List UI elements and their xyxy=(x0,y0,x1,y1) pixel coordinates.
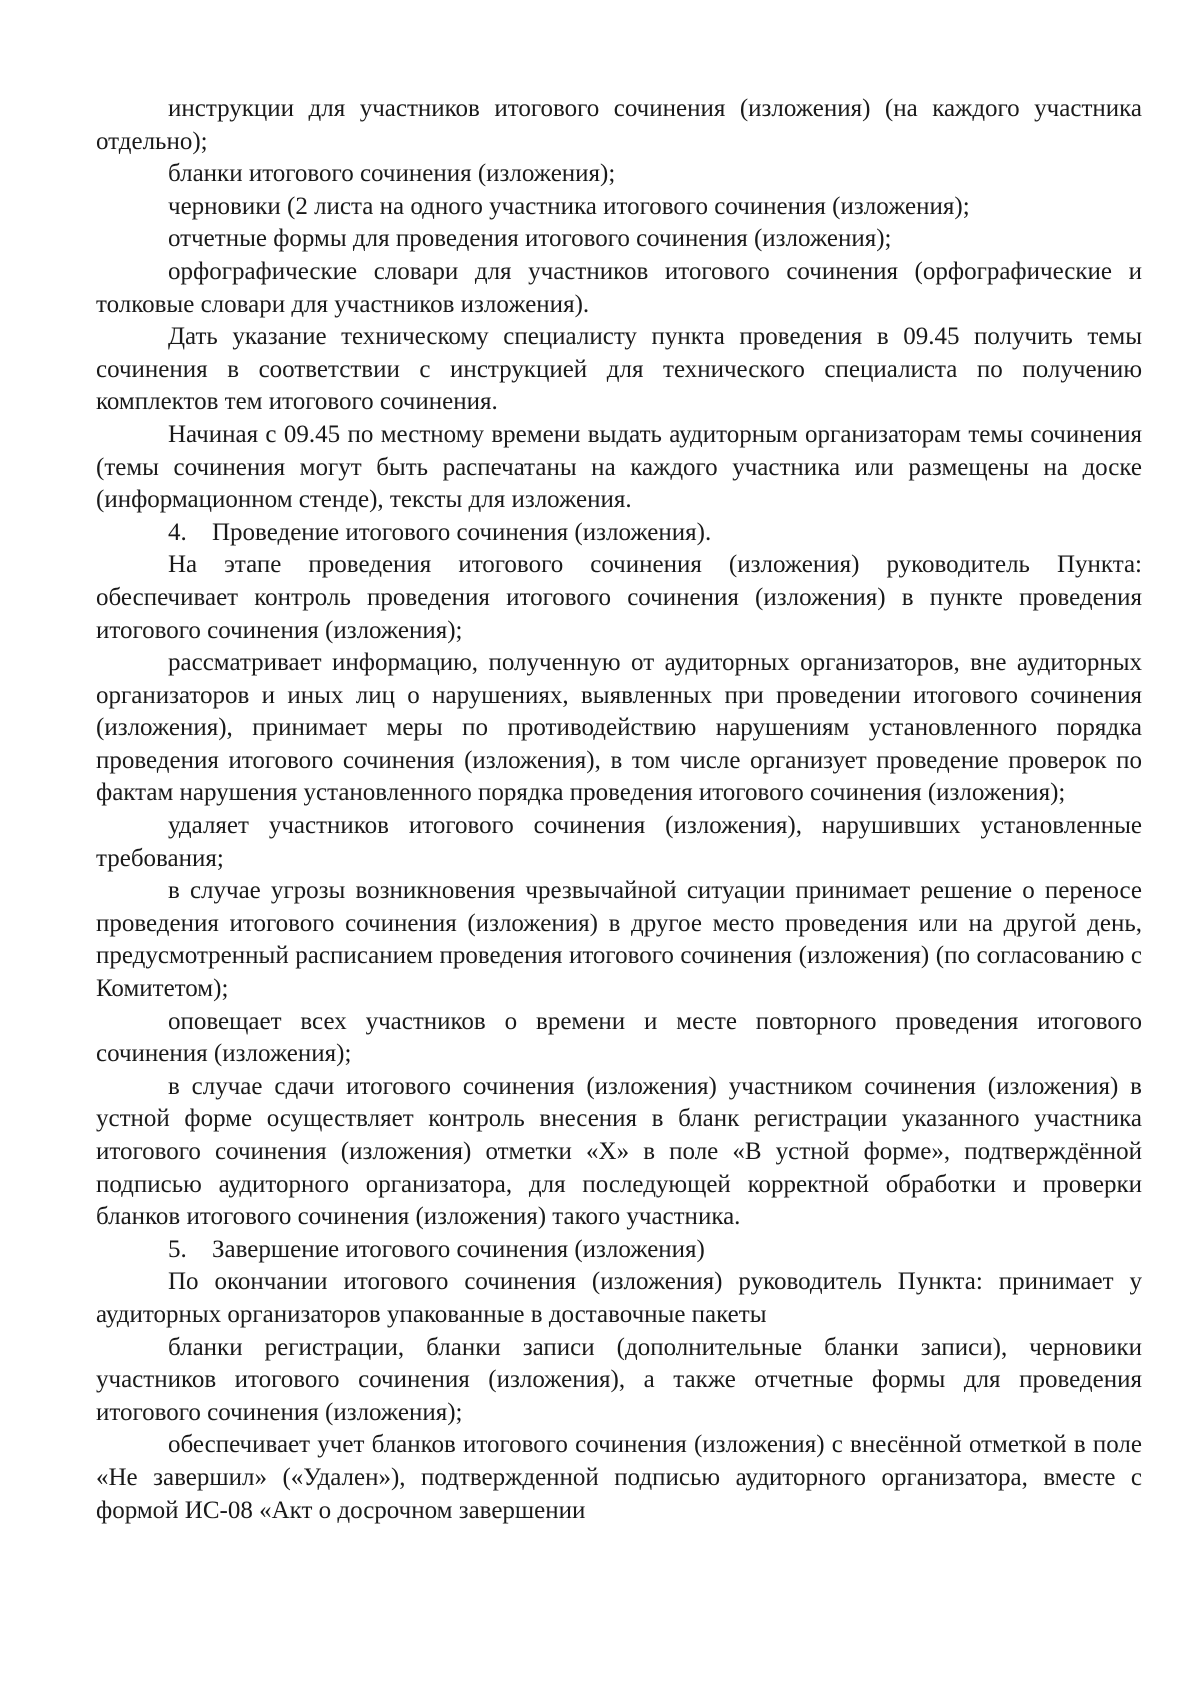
paragraph-text: На этапе проведения итогового сочинения (изложения) руководитель Пункта: обеспечивает контроль проведения итогового сочинения (изложения) в пункте проведения итогового сочинения (изложения); xyxy=(96,551,1142,644)
paragraph-text: бланки итогового сочинения (изложения); xyxy=(168,160,616,188)
paragraph-text: черновики (2 листа на одного участника итогового сочинения (изложения); xyxy=(168,192,970,220)
section-title: Проведение итогового сочинения (изложения). xyxy=(212,518,712,546)
section-number: 4. xyxy=(168,518,187,546)
paragraph-emergency xyxy=(96,875,1142,1005)
paragraph-text: обеспечивает учет бланков итогового сочинения (изложения) с внесённой отметкой в поле «Не завершил» («Удален»), подтвержденной подписью аудиторного организатора, вместе с формой ИС-08 «Акт о досрочном завершении xyxy=(96,1431,1142,1524)
paragraph-removal xyxy=(96,810,1142,875)
paragraph-report-forms xyxy=(96,223,1142,256)
paragraph-text: удаляет участников итогового сочинения (изложения), нарушивших установленные требования; xyxy=(96,812,1142,872)
paragraph-accounting xyxy=(96,1429,1142,1527)
paragraph-dictionaries xyxy=(96,256,1142,321)
paragraph-blanks xyxy=(96,158,1142,191)
paragraph-text: Дать указание техническому специалисту пункта проведения в 09.45 получить темы сочинения в соответствии с инструкцией для технического специалиста по получению комплектов тем итогового сочинения. xyxy=(96,323,1142,416)
paragraph-text: инструкции для участников итогового сочинения (изложения) (на каждого участника отдельно); xyxy=(96,95,1142,155)
paragraph-text: отчетные формы для проведения итогового сочинения (изложения); xyxy=(168,225,892,253)
section-heading-5 xyxy=(96,1234,1142,1267)
paragraph-notify xyxy=(96,1006,1142,1071)
paragraph-registration-blanks xyxy=(96,1332,1142,1430)
section-number: 5. xyxy=(168,1235,187,1263)
section-heading-4 xyxy=(96,517,1142,550)
paragraph-text: Начиная с 09.45 по местному времени выдать аудиторным организаторам темы сочинения (темы сочинения могут быть распечатаны на каждого участника или размещены на доске (информационном стенде), тексты для изложения. xyxy=(96,420,1142,514)
paragraph-text: бланки регистрации, бланки записи (дополнительные бланки записи), черновики участников итогового сочинения (изложения), а также отчетные формы для проведения итогового сочинения (изложения); xyxy=(96,1333,1142,1426)
paragraph-text: в случае сдачи итогового сочинения (изложения) участником сочинения (изложения) в устной форме осуществляет контроль внесения в бланк регистрации указанного участника итогового сочинения (изложения) отметки «Х» в поле «В устной форме», подтверждённой подписью аудиторного организатора, для последующей корректной обработки и проверки бланков итогового сочинения (изложения) такого участника. xyxy=(96,1072,1142,1231)
document-page xyxy=(96,93,1142,1527)
paragraph-violations xyxy=(96,647,1142,810)
paragraph-tech-specialist xyxy=(96,321,1142,419)
paragraph-oral-form xyxy=(96,1071,1142,1234)
paragraph-drafts xyxy=(96,191,1142,224)
paragraph-text: рассматривает информацию, полученную от аудиторных организаторов, вне аудиторных организаторов и иных лиц о нарушениях, выявленных при проведении итогового сочинения (изложения), принимает меры по противодействию нарушениям установленного порядка проведения итогового сочинения (изложения), в том числе организует проведение проверок по фактам нарушения установленного порядка проведения итогового сочинения (изложения); xyxy=(96,649,1142,807)
paragraph-text: орфографические словари для участников итогового сочинения (орфографические и толковые словари для участников изложения). xyxy=(96,257,1142,318)
paragraph-completion xyxy=(96,1266,1142,1331)
paragraph-control xyxy=(96,549,1142,647)
paragraph-issue-topics xyxy=(96,419,1142,517)
paragraph-text: По окончании итогового сочинения (изложения) руководитель Пункта: принимает у аудиторных организаторов упакованные в доставочные пакеты xyxy=(96,1268,1142,1328)
section-title: Завершение итогового сочинения (изложения) xyxy=(212,1235,705,1263)
paragraph-text: в случае угрозы возникновения чрезвычайной ситуации принимает решение о переносе проведения итогового сочинения (изложения) в другое место проведения или на другой день, предусмотренный расписанием проведения итогового сочинения (изложения) (по согласованию с Комитетом); xyxy=(96,877,1142,1003)
paragraph-text: оповещает всех участников о времени и месте повторного проведения итогового сочинения (изложения); xyxy=(96,1007,1142,1068)
paragraph-instructions xyxy=(96,93,1142,158)
